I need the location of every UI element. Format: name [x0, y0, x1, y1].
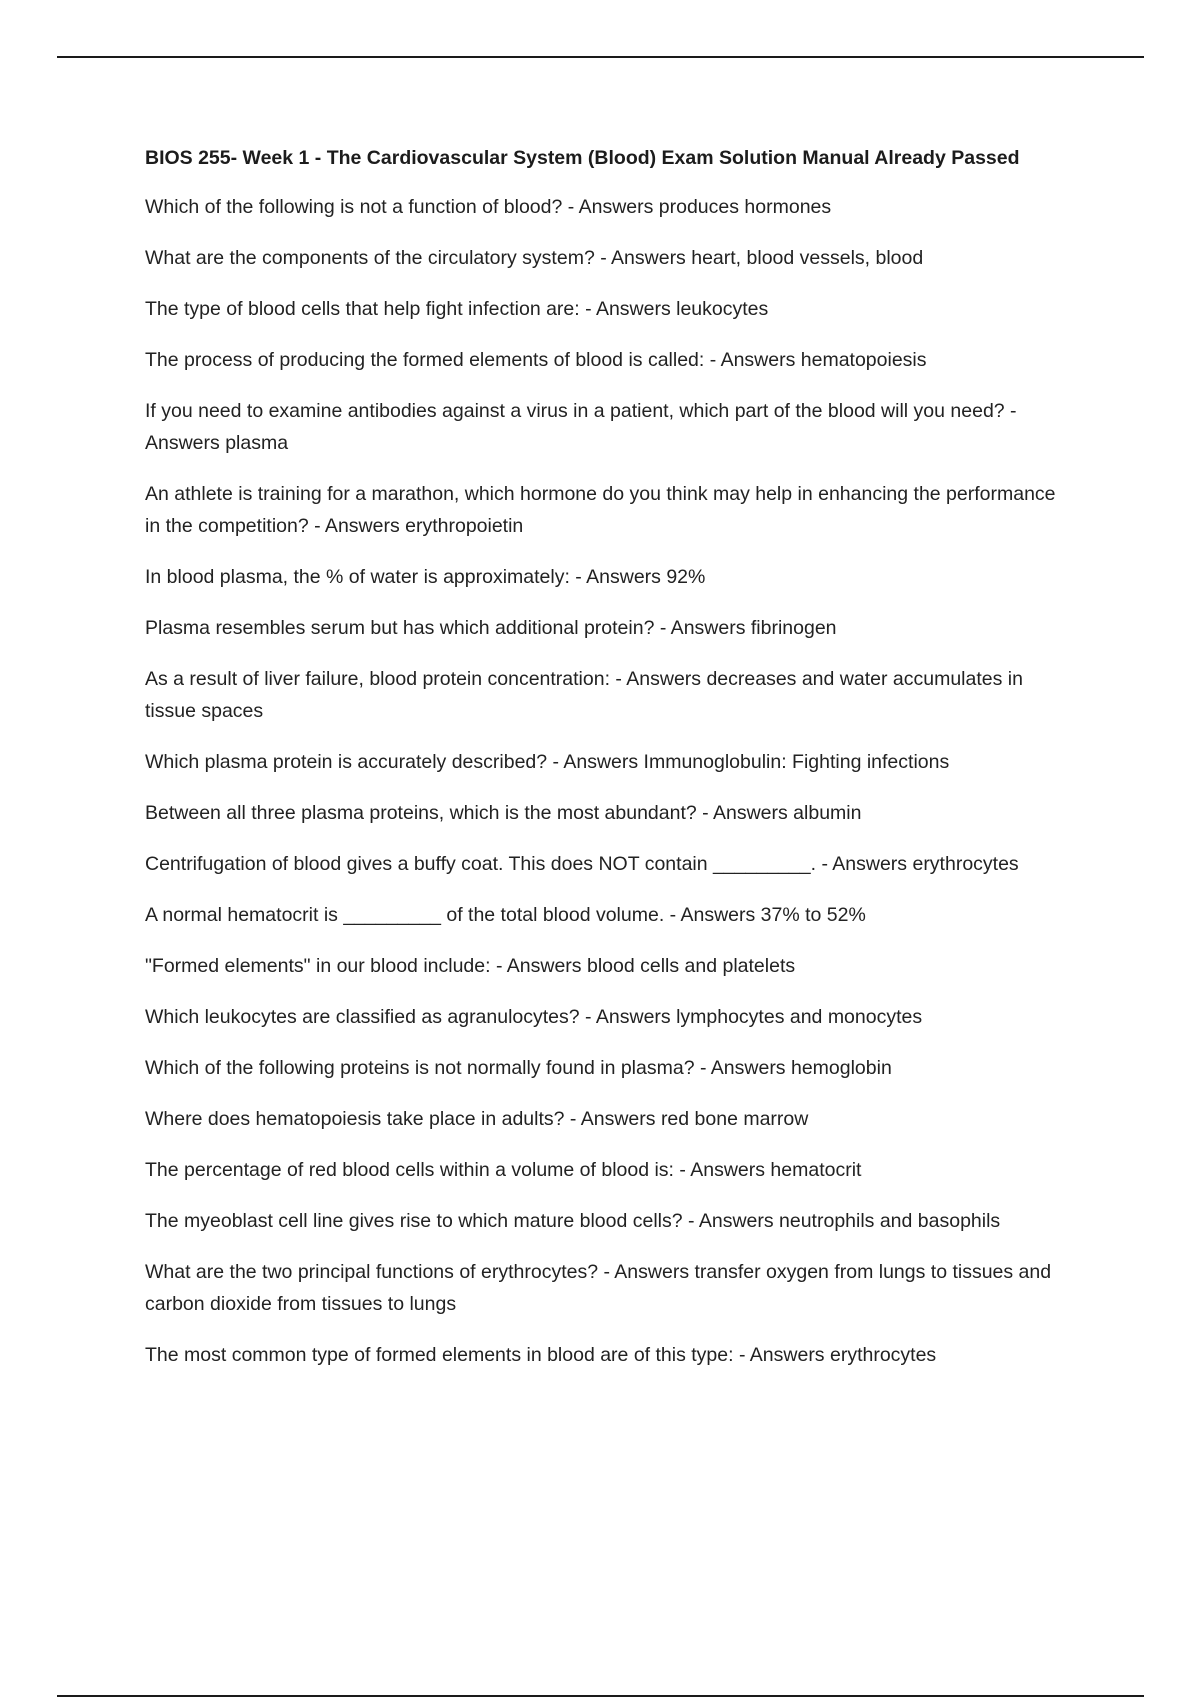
question-answer-item: Which plasma protein is accurately described? - Answers Immunoglobulin: Fighting infections	[145, 751, 950, 773]
question-answer-item: The myeoblast cell line gives rise to which mature blood cells? - Answers neutrophils and basophils	[145, 1210, 1001, 1232]
question-answer-item: Which of the following proteins is not normally found in plasma? - Answers hemoglobin	[145, 1057, 892, 1079]
question-answer-item: In blood plasma, the % of water is approximately: - Answers 92%	[145, 566, 706, 588]
question-answer-item: A normal hematocrit is _________ of the total blood volume. - Answers 37% to 52%	[145, 904, 866, 926]
question-answer-item: The percentage of red blood cells within a volume of blood is: - Answers hematocrit	[145, 1159, 862, 1181]
question-answer-item: As a result of liver failure, blood protein concentration: - Answers decreases and water accumulates in tissue spaces	[145, 668, 1023, 722]
question-answer-item: The process of producing the formed elements of blood is called: - Answers hematopoiesis	[145, 349, 927, 371]
question-answer-item: Between all three plasma proteins, which is the most abundant? - Answers albumin	[145, 802, 862, 824]
document-title: BIOS 255- Week 1 - The Cardiovascular System (Blood) Exam Solution Manual Already Passed	[145, 147, 1020, 169]
header-rule	[57, 56, 1144, 58]
question-answer-item: What are the components of the circulatory system? - Answers heart, blood vessels, blood	[145, 247, 924, 269]
question-answer-item: Centrifugation of blood gives a buffy coat. This does NOT contain _________. - Answers erythrocytes	[145, 853, 1019, 875]
question-answer-item: "Formed elements" in our blood include: - Answers blood cells and platelets	[145, 955, 796, 977]
question-answer-item: The most common type of formed elements in blood are of this type: - Answers erythrocytes	[145, 1344, 937, 1366]
question-answer-item: Which of the following is not a function of blood? - Answers produces hormones	[145, 196, 832, 218]
footer-rule	[57, 1695, 1144, 1697]
question-answer-item: If you need to examine antibodies against a virus in a patient, which part of the blood will you need? - Answers plasma	[145, 400, 1017, 454]
question-answer-item: An athlete is training for a marathon, which hormone do you think may help in enhancing the performance in the competition? - Answers erythropoietin	[145, 483, 1056, 537]
question-answer-item: What are the two principal functions of erythrocytes? - Answers transfer oxygen from lungs to tissues and carbon dioxide from tissues to lungs	[145, 1261, 1052, 1315]
question-answer-list	[145, 191, 1075, 1371]
document-body	[145, 144, 1075, 1390]
question-answer-item: Which leukocytes are classified as agranulocytes? - Answers lymphocytes and monocytes	[145, 1006, 923, 1028]
question-answer-item: The type of blood cells that help fight infection are: - Answers leukocytes	[145, 298, 769, 320]
question-answer-item: Plasma resembles serum but has which additional protein? - Answers fibrinogen	[145, 617, 837, 639]
question-answer-item: Where does hematopoiesis take place in adults? - Answers red bone marrow	[145, 1108, 809, 1130]
